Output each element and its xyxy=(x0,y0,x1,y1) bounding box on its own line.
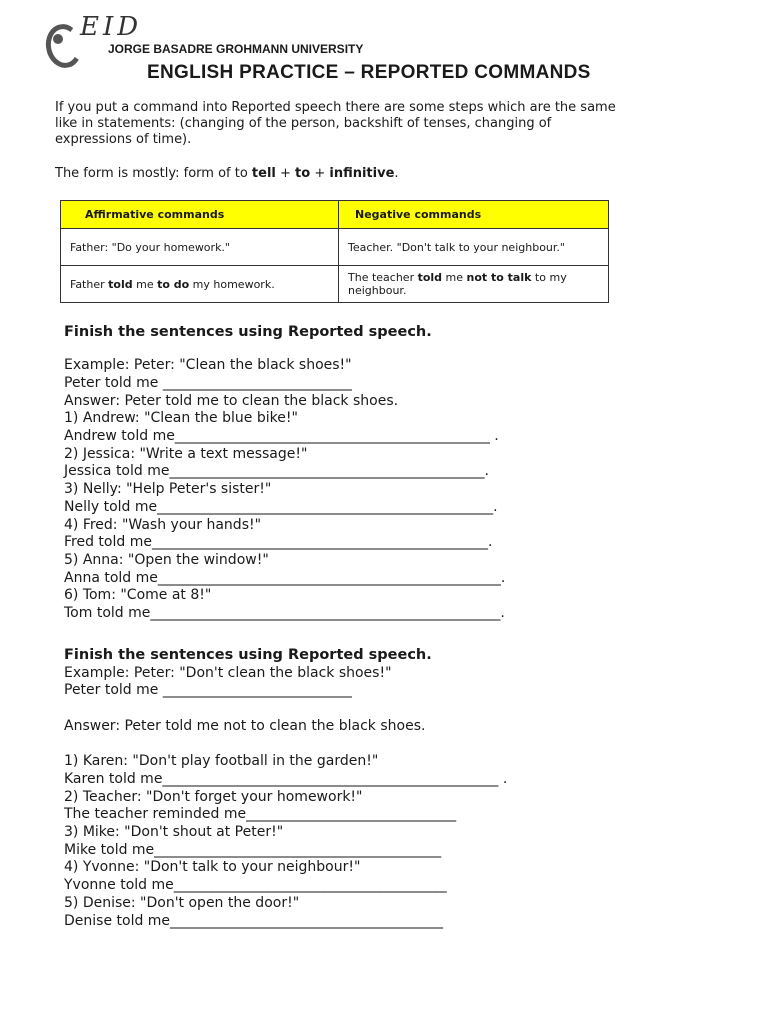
exercise-line: Tom told me__________________________________________________. xyxy=(64,605,505,621)
form-plus-2: + xyxy=(310,166,330,181)
exercise-line: 4) Fred: "Wash your hands!" xyxy=(64,517,262,533)
exercise-line: Fred told me________________________________________________. xyxy=(64,534,493,550)
exercise-line: Karen told me________________________________________________ . xyxy=(64,771,508,787)
exercise-line: Jessica told me_____________________________________________. xyxy=(64,463,489,479)
logo-c-dot xyxy=(53,34,63,44)
header-affirmative: Affirmative commands xyxy=(61,201,339,229)
logo-text: EID xyxy=(80,12,143,42)
exercise-line: 6) Tom: "Come at 8!" xyxy=(64,587,212,603)
university-logo xyxy=(42,12,152,64)
text-part: me xyxy=(132,277,158,291)
text-part: The teacher xyxy=(348,271,418,284)
exercise-line: 5) Denise: "Don't open the door!" xyxy=(64,895,300,911)
exercise-line: Andrew told me_____________________________________________ . xyxy=(64,428,499,444)
exercise-line: 3) Nelly: "Help Peter's sister!" xyxy=(64,481,272,497)
text-bold: to do xyxy=(157,277,190,291)
exercise-line: Answer: Peter told me to clean the black shoes. xyxy=(64,393,399,409)
exercise-line: 1) Andrew: "Clean the blue bike!" xyxy=(64,410,298,426)
form-plus-1: + xyxy=(275,166,296,181)
form-prefix: The form is mostly: form of to xyxy=(55,166,252,181)
exercise-line: The teacher reminded me______________________________ xyxy=(64,806,457,822)
cell-affirmative-direct: Father: "Do your homework." xyxy=(61,229,339,266)
example-answer: Answer: Peter told me not to clean the black shoes. xyxy=(64,718,426,734)
exercise-line: Mike told me_________________________________________ xyxy=(64,842,442,858)
exercise-line: Nelly told me________________________________________________. xyxy=(64,499,498,515)
form-tell: tell xyxy=(251,166,276,181)
text-part: Father xyxy=(70,277,109,291)
example-blank: Peter told me ___________________________ xyxy=(64,682,352,698)
exercise-line: 4) Yvonne: "Don't talk to your neighbour!" xyxy=(64,859,361,875)
intro-paragraph: If you put a command into Reported speech there are some steps which are the same like in statements: (changing of the person, backshift of tenses, changing of expressions of time). xyxy=(55,100,616,147)
example-line: Example: Peter: "Don't clean the black shoes!" xyxy=(64,665,392,681)
exercise-line: 5) Anna: "Open the window!" xyxy=(64,552,269,568)
commands-table xyxy=(60,200,609,303)
text-part: my homework. xyxy=(189,277,275,291)
table-header-row xyxy=(61,201,609,229)
text-bold: told xyxy=(417,271,443,284)
exercise-line: 2) Teacher: "Don't forget your homework!" xyxy=(64,789,363,805)
exercise-line: Peter told me ___________________________ xyxy=(64,375,352,391)
exercise-line: 3) Mike: "Don't shout at Peter!" xyxy=(64,824,284,840)
table-row xyxy=(61,266,609,303)
exercise-line: Anna told me_________________________________________________. xyxy=(64,570,506,586)
form-end: . xyxy=(394,166,399,181)
form-rule xyxy=(55,166,399,181)
section2-title: Finish the sentences using Reported speech. xyxy=(64,647,432,663)
header-negative: Negative commands xyxy=(339,201,609,229)
page-title: ENGLISH PRACTICE – REPORTED COMMANDS xyxy=(147,62,591,83)
text-bold: not to talk xyxy=(466,271,532,284)
text-part: to my neighbour. xyxy=(348,271,567,297)
exercise-line: Yvonne told me_______________________________________ xyxy=(64,877,447,893)
text-bold: told xyxy=(108,277,133,291)
table-row xyxy=(61,229,609,266)
cell-negative-reported xyxy=(339,266,609,303)
university-name: JORGE BASADRE GROHMANN UNIVERSITY xyxy=(108,42,364,56)
section1-title: Finish the sentences using Reported speech. xyxy=(64,324,432,340)
form-infinitive: infinitive xyxy=(329,166,395,181)
exercise-line: 2) Jessica: "Write a text message!" xyxy=(64,446,308,462)
exercise-line: Example: Peter: "Clean the black shoes!" xyxy=(64,357,352,373)
text-part: me xyxy=(442,271,467,284)
form-to: to xyxy=(295,166,311,181)
cell-affirmative-reported xyxy=(61,266,339,303)
exercise-line: Denise told me_______________________________________ xyxy=(64,913,444,929)
exercise-line: 1) Karen: "Don't play football in the garden!" xyxy=(64,753,379,769)
cell-negative-direct: Teacher. "Don't talk to your neighbour." xyxy=(339,229,609,266)
